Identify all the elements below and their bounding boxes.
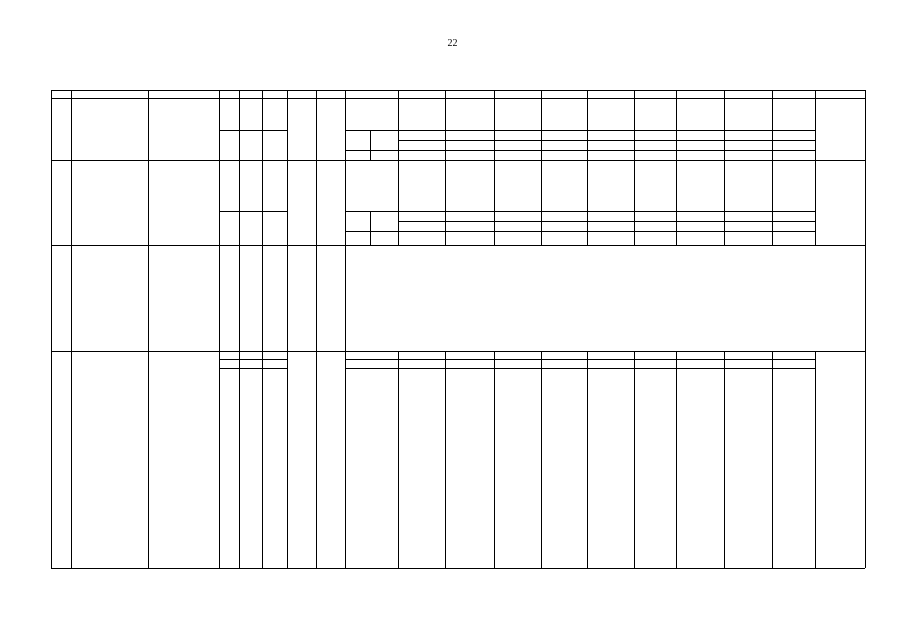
table-rule [724, 90, 725, 245]
table-rule [587, 90, 588, 98]
table-rule [287, 90, 288, 568]
table-rule [676, 90, 677, 98]
table-rule [239, 90, 240, 568]
table-rule [724, 90, 725, 98]
table-rule [724, 351, 725, 568]
table-rule [219, 130, 287, 131]
table-rule [494, 90, 495, 98]
table-rule [51, 568, 865, 569]
table-rule [219, 359, 287, 360]
table-rule [345, 130, 815, 131]
table-rule [634, 351, 635, 568]
table-rule [219, 211, 287, 212]
table-rule [815, 351, 816, 568]
table-rule [51, 245, 865, 246]
table-rule [494, 351, 495, 568]
table-rule [370, 130, 371, 160]
table-rule [398, 90, 399, 245]
table-rule [345, 231, 815, 232]
page-number: 22 [447, 38, 458, 49]
table-rule [445, 90, 446, 98]
table-rule [772, 90, 773, 245]
table-rule [345, 211, 815, 212]
table-rule [541, 90, 542, 245]
table-rule [772, 351, 773, 568]
table-rule [316, 90, 317, 568]
table-rule [345, 150, 815, 151]
table-rule [398, 140, 815, 141]
table-rule [51, 90, 52, 568]
table-rule [587, 351, 588, 568]
table-rule [541, 351, 542, 568]
table-rule [815, 90, 816, 245]
table-rule [262, 90, 263, 568]
table-rule [51, 90, 865, 91]
table-rule [772, 90, 773, 98]
table-rule [494, 90, 495, 245]
table-rule [51, 351, 865, 352]
table-rule [587, 90, 588, 245]
table-rule [445, 90, 446, 245]
table-rule [398, 221, 815, 222]
table-rule [541, 90, 542, 98]
table-rule [398, 351, 399, 568]
table-rule [676, 90, 677, 245]
table-rule [51, 160, 865, 161]
table-rule [398, 90, 399, 98]
table-rule [815, 90, 816, 98]
table-rule [634, 90, 635, 245]
table-rule [148, 90, 149, 568]
table-rule [51, 98, 865, 99]
table-rule [345, 90, 346, 568]
table-rule [865, 90, 866, 568]
table-rule [71, 90, 72, 568]
table-rule [676, 351, 677, 568]
table-rule [634, 90, 635, 98]
table-rule [445, 351, 446, 568]
table-rule [219, 90, 220, 568]
table-rule [219, 368, 287, 369]
table-rule [370, 211, 371, 245]
table-rule [345, 368, 815, 369]
table-rule [345, 359, 815, 360]
